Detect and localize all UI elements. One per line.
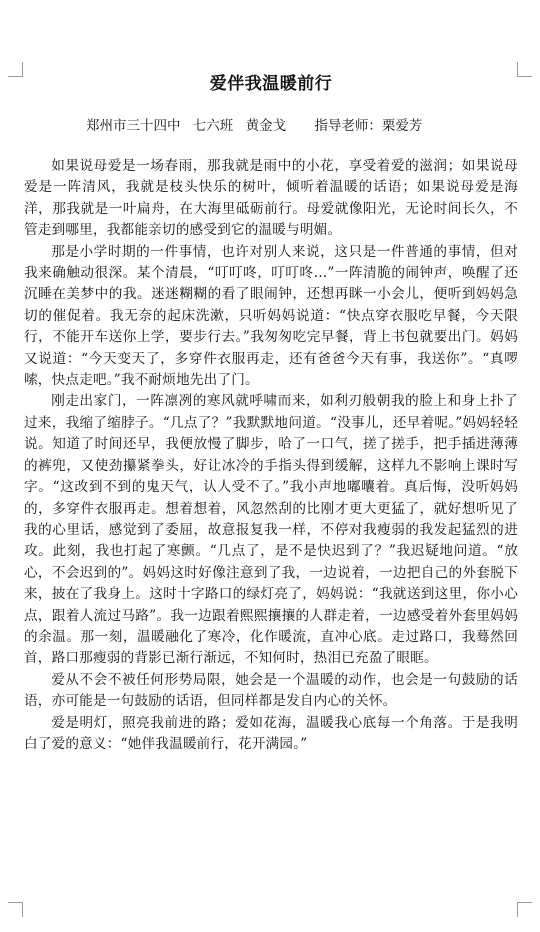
paragraph-2: 那是小学时期的一件事情，也许对别人来说，这只是一件普通的事情，但对我来确触动很深。某个清晨，“叮叮咚，叮叮咚…”一阵清脆的闹钟声，唤醒了还沉睡在美梦中的我。迷迷糊糊的看了眼闹钟，还想再眯一小会儿，便听到妈妈急切的催促着。我无奈的起床洗漱，只听妈妈说道：“快点穿衣服吃早餐，今天限行，不能开车送你上学，要步行去。”我匆匆吃完早餐，背上书包就要出门。妈妈又说道：“今天变天了，多穿件衣服再走，还有爸爸今天有事，我送你”。“真啰嗦，快点走吧。”我不耐烦地先出了门。 [24,243,518,389]
paragraph-5: 爱是明灯，照亮我前进的路；爱如花海，温暖我心底每一个角落。于是我明白了爱的意义：“她伴我温暖前行，花开满园。” [24,714,518,752]
paragraph-4: 爱从不会不被任何形势局限，她会是一个温暖的动作，也会是一句鼓励的话语，亦可能是一句鼓励的话语，但同样都是发自内心的关怀。 [24,671,518,710]
document-page [24,72,518,755]
byline [24,116,518,136]
byline-teacher: 指导老师：栗爱芳 [314,118,423,134]
byline-school: 郑州市三十四中 [86,118,181,134]
crop-mark-bottom-left [8,902,23,917]
byline-class: 七六班 [192,118,234,134]
paragraph-3: 刚走出家门，一阵凛冽的寒风就呼啸而来，如利刃般朝我的脸上和身上扑了过来，我缩了缩脖子。“几点了？”我默默地问道。“没事儿，还早着呢。”妈妈轻轻说。知道了时间还早，我便放慢了脚步，哈了一口气，搓了搓手，把手插进薄薄的裤兜，又使劲攥紧拳头，好让冰冷的手指头得到缓解，这样九不影响上课时写字。“这改到不到的鬼天气，认人受不了。”我小声地嘟囔着。真后悔，没听妈妈的，多穿件衣服再走。想着想着，风忽然刮的比刚才更大更猛了，就好想听见了我的心里话，感觉到了委屈，故意报复我一样，不停对我瘦弱的我发起猛烈的进攻。此刻，我也打起了寒颤。“几点了，是不是快迟到了？”我迟疑地问道。“放心，不会迟到的”。妈妈这时好像注意到了我，一边说着，一边把自己的外套脱下来，披在了我身上。这时十字路口的绿灯亮了，妈妈说：“我就送到这里，你小心点，跟着人流过马路”。我一边跟着熙熙攘攘的人群走着，一边感受着外套里妈妈的余温。那一刻，温暖融化了寒冷，化作暖流，直冲心底。走过路口，我蓦然回首，路口那瘦弱的背影已渐行渐远，不知何时，热泪已充盈了眼眶。 [24,393,518,667]
crop-mark-bottom-right [517,902,532,917]
crop-mark-top-left [8,62,23,77]
paragraph-1: 如果说母爱是一场春雨，那我就是雨中的小花，享受着爱的滋润；如果说母爱是一阵清风，我就是枝头快乐的树叶，倾听着温暖的话语；如果说母爱是海洋，那我就是一叶扁舟，在大海里砥砺前行。母爱就像阳光，无论时间长久，不管走到哪里，我都能亲切的感受到它的温暖与明媚。 [24,158,518,239]
document-title: 爱伴我温暖前行 [209,74,333,94]
byline-author: 黄金戈 [245,118,287,134]
essay-body [24,156,518,755]
crop-mark-top-right [517,62,532,77]
